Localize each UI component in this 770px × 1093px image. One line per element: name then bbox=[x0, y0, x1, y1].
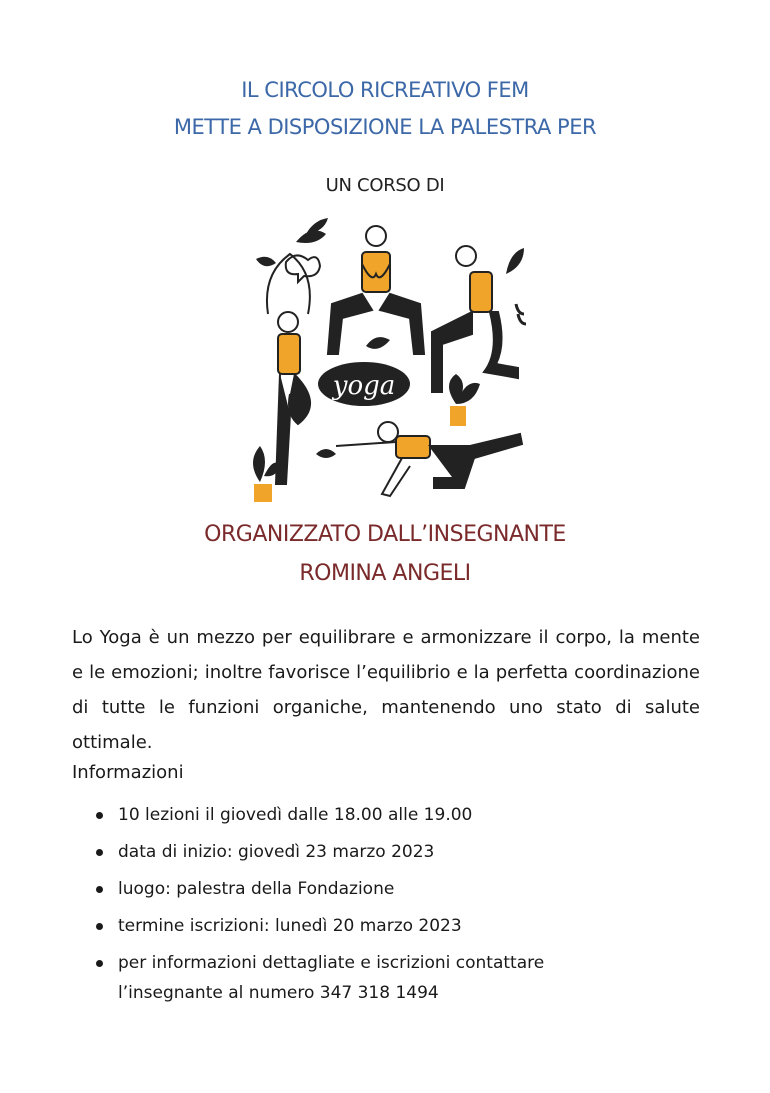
organizer-line-1: ORGANIZZATO DALL’INSEGNANTE bbox=[204, 522, 566, 547]
list-item: luogo: palestra della Fondazione bbox=[96, 871, 696, 908]
figure-tree-pose bbox=[267, 254, 310, 484]
plant-icon bbox=[449, 374, 480, 426]
contact-line-1: per informazioni dettagliate e iscrizioni contattare bbox=[118, 953, 545, 973]
yoga-label-bubble bbox=[318, 362, 410, 406]
course-description: Lo Yoga è un mezzo per equilibrare e armonizzare il corpo, la mente e le emozioni; inoltre favorisce l’equilibrio e la perfetta coordinazione di tutte le funzioni organiche, mantenendo uno stato di salute ottimale. bbox=[72, 627, 700, 753]
figure-lunge-pose bbox=[432, 246, 518, 392]
yoga-label: yoga bbox=[332, 371, 396, 401]
list-item: termine iscrizioni: lunedì 20 marzo 2023 bbox=[96, 908, 696, 945]
info-list bbox=[96, 797, 696, 1008]
info-heading: Informazioni bbox=[72, 762, 184, 783]
contact-line-2: l’insegnante al numero 347 318 1494 bbox=[118, 983, 439, 1003]
figure-bird-dog-pose bbox=[336, 422, 522, 496]
list-item: 10 lezioni il giovedì dalle 18.00 alle 19.00 bbox=[96, 797, 696, 834]
list-item: data di inizio: giovedì 23 marzo 2023 bbox=[96, 834, 696, 871]
figure-squat-pose bbox=[328, 226, 424, 354]
header-line-2: METTE A DISPOSIZIONE LA PALESTRA PER bbox=[173, 115, 597, 139]
organizer-name: ROMINA ANGELI bbox=[299, 561, 471, 586]
intro-text: UN CORSO DI bbox=[325, 175, 445, 196]
list-item-contact bbox=[96, 945, 696, 1008]
yoga-illustration bbox=[236, 214, 532, 504]
header-line-1: IL CIRCOLO RICREATIVO FEM bbox=[241, 78, 529, 102]
